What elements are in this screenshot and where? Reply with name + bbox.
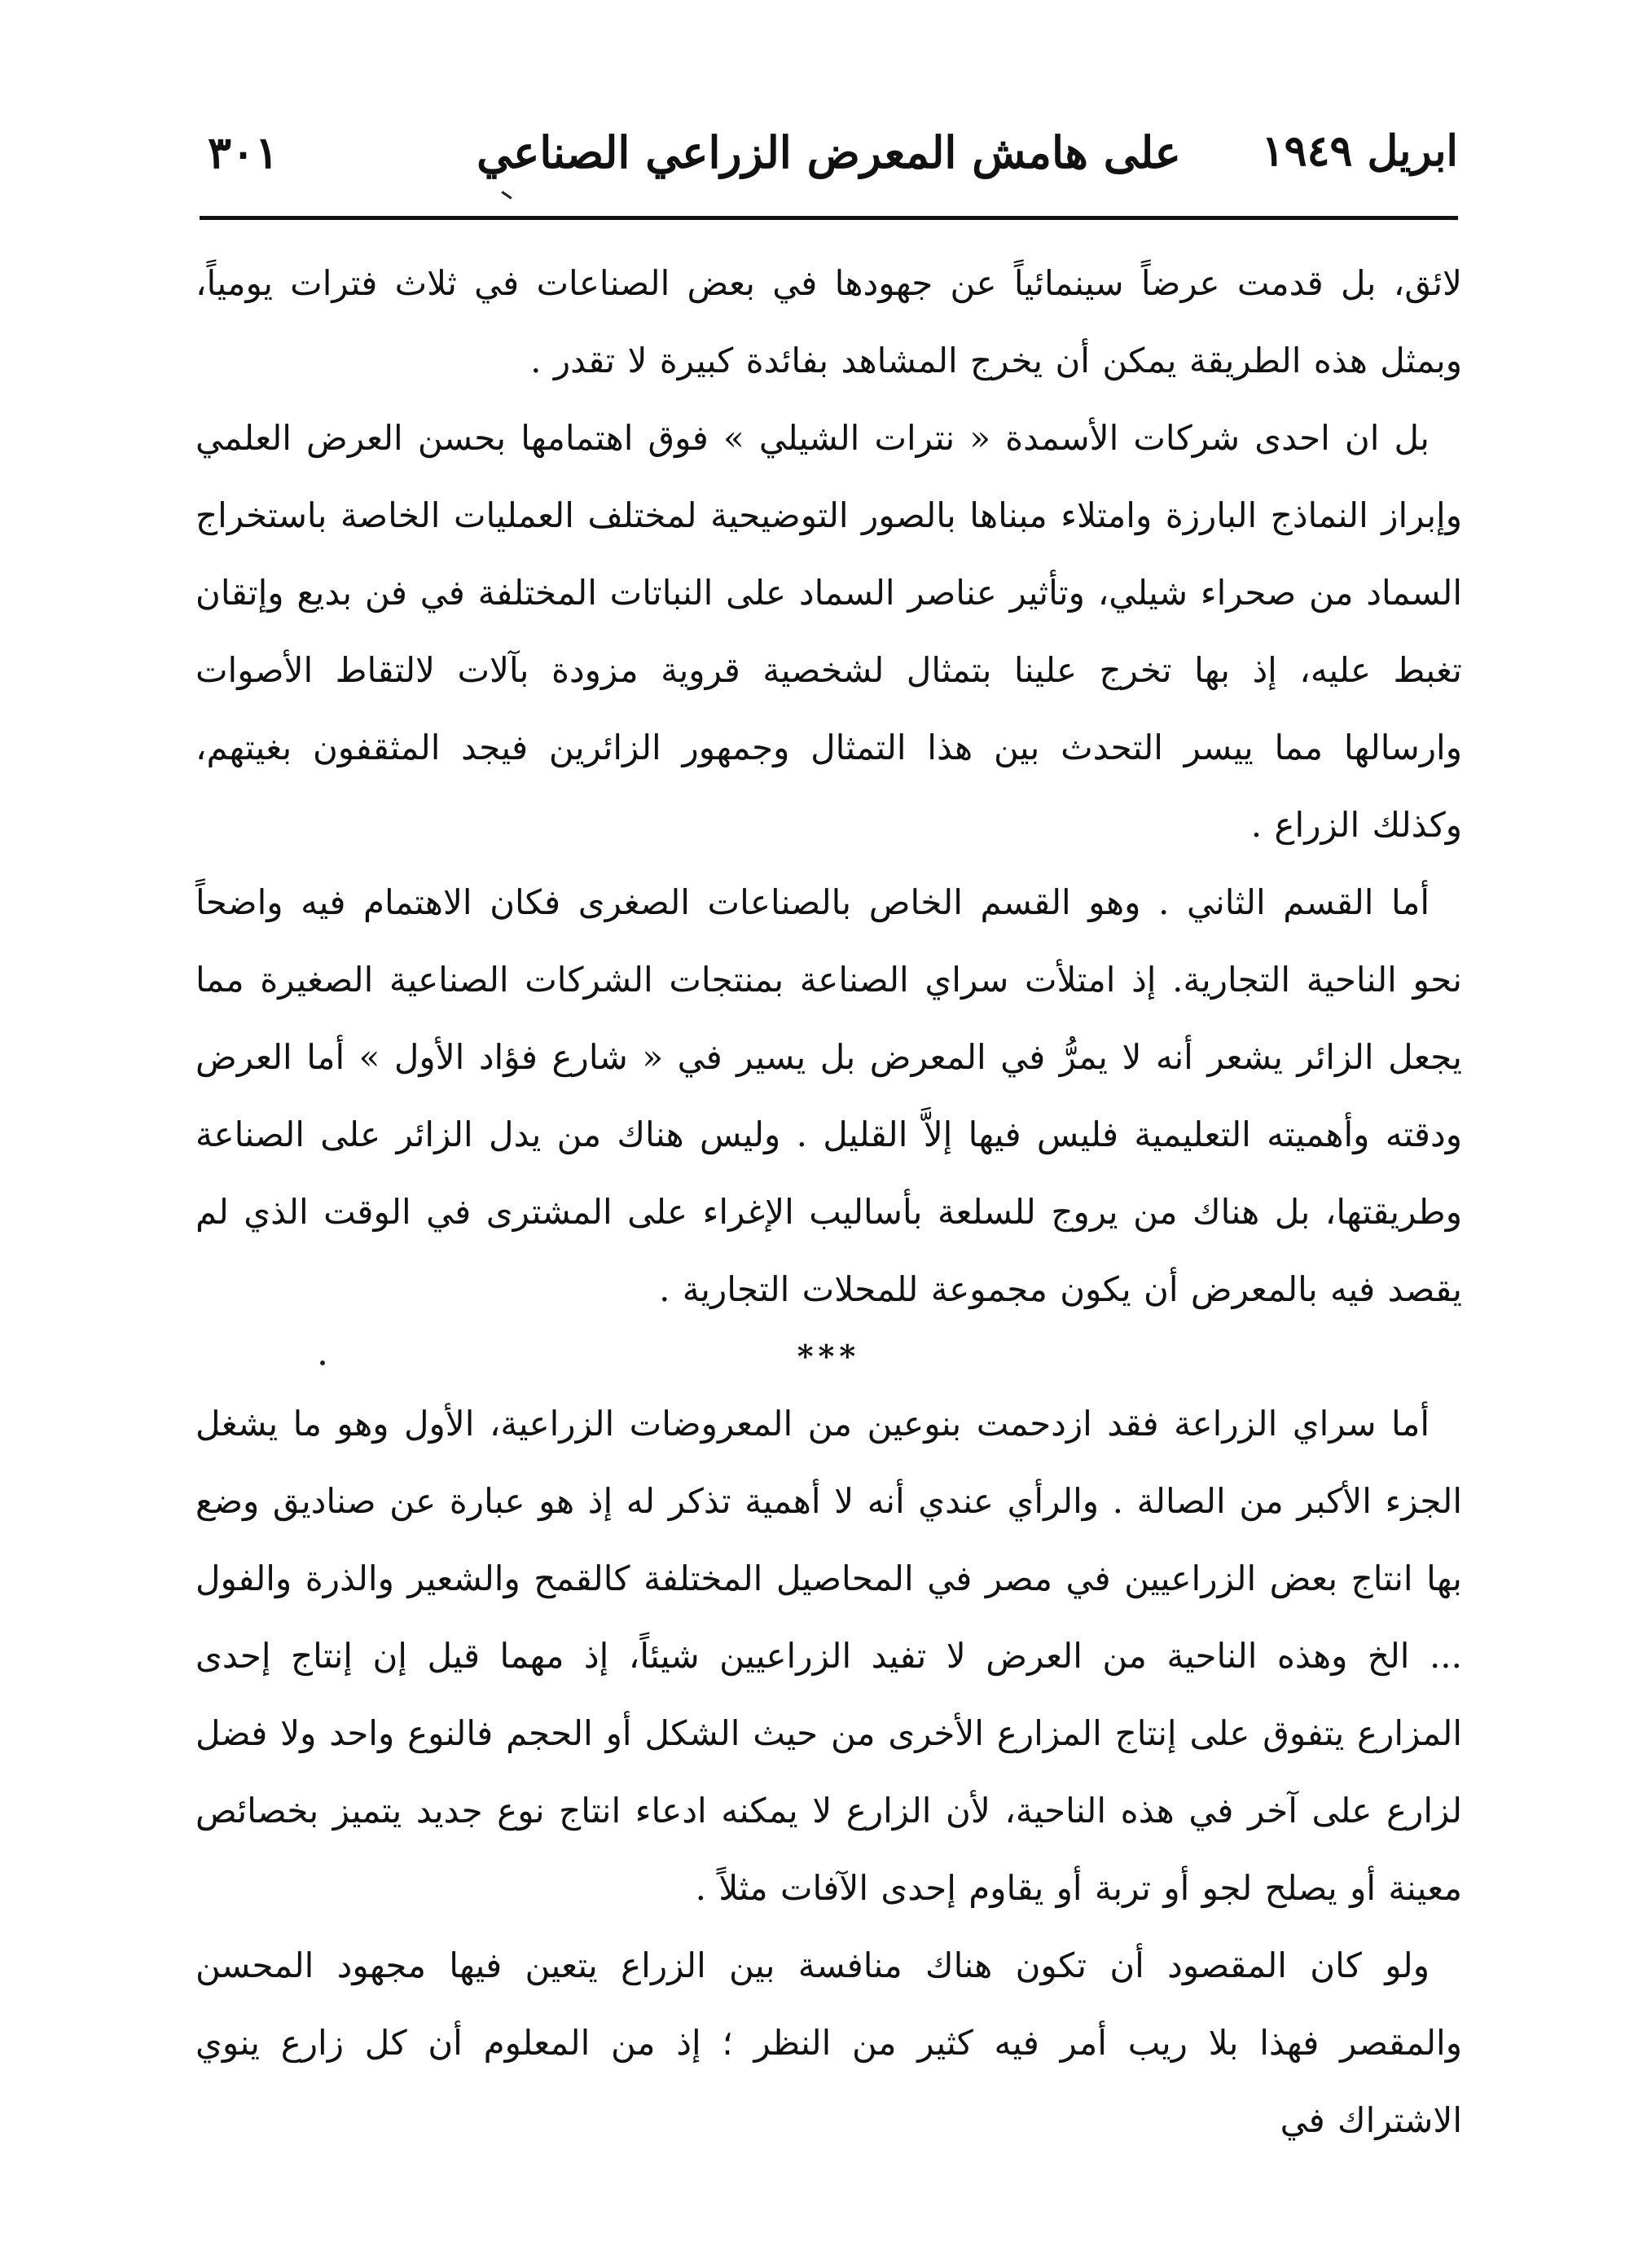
section-separator: *** <box>797 1338 861 1374</box>
header-title: على هامش المعرض الزراعي الصناعي <box>477 126 1181 178</box>
paragraph-1: لائق، بل قدمت عرضاً سينمائياً عن جهودها في بعض الصناعات في ثلاث فترات يومياً، وبمثل هذه الطريقة يمكن أن يخرج المشاهد بفائدة كبيرة لا تقدر . <box>195 263 1462 380</box>
paragraph-2: بل ان احدى شركات الأسمدة « نترات الشيلي » فوق اهتمامها بحسن العرض العلمي وإبراز النماذج البارزة وامتلاء مبناها بالصور التوضيحية لمختلف العمليات الخاصة باستخراج السماد من صحراء شيلي، وتأثير عناصر السماد على النباتات المختلفة في فن بديع وإتقان تغبط عليه، إذ بها تخرج علينا بتمثال لشخصية قروية مزودة بآلات لالتقاط الأصوات وارسالها مما ييسر التحدث بين هذا التمثال وجمهور الزائرين فيجد المثقفون بغيتهم، وكذلك الزراع . <box>195 418 1462 845</box>
paragraph-5: ولو كان المقصود أن تكون هناك منافسة بين الزراع يتعين فيها مجهود المحسن والمقصر فهذا بلا ريب أمر فيه كثير من النظر ؛ إذ من المعلوم أن كل زارع ينوي الاشتراك في <box>195 1945 1462 2140</box>
paragraph-3: أما القسم الثاني . وهو القسم الخاص بالصناعات الصغرى فكان الاهتمام فيه واضحاً نحو الناحية التجارية. إذ امتلأت سراي الصناعة بمنتجات الشركات الصناعية الصغيرة مما يجعل الزائر يشعر أنه لا يمرُّ في المعرض بل يسير في « شارع فؤاد الأول » أما العرض ودقته وأهميته التعليمية فليس فيها إلاَّ القليل . وليس هناك من يدل الزائر على الصناعة وطريقتها، بل هناك من يروج للسلعة بأساليب الإغراء على المشترى في الوقت الذي لم يقصد فيه بالمعرض أن يكون مجموعة للمحلات التجارية . <box>195 882 1463 1309</box>
running-header <box>200 118 1458 200</box>
article-body <box>195 244 1462 2159</box>
header-date: ابريل ١٩٤٩ <box>1261 126 1458 176</box>
paragraph-4: أما سراي الزراعة فقد ازدحمت بنوعين من المعروضات الزراعية، الأول وهو ما يشغل الجزء الأكبر من الصالة . والرأي عندي أنه لا أهمية تذكر له إذ هو عبارة عن صناديق وضع بها انتاج بعض الزراعيين في مصر في المحاصيل المختلفة كالقمح والشعير والذرة والفول ... الخ وهذه الناحية من العرض لا تفيد الزراعيين شيئاً، إذ مهما قيل إن إنتاج إحدى المزارع يتفوق على إنتاج المزارع الأخرى من حيث الشكل أو الحجم فالنوع واحد ولا فضل لزارع على آخر في هذه الناحية، لأن الزارع لا يمكنه ادعاء انتاج نوع جديد يتميز بخصائص معينة أو يصلح لجو أو تربة أو يقاوم إحدى الآفات مثلاً . <box>195 1404 1462 1908</box>
header-rule <box>200 216 1458 220</box>
print-speck <box>320 1360 325 1365</box>
page-number: ٣٠١ <box>208 126 279 178</box>
